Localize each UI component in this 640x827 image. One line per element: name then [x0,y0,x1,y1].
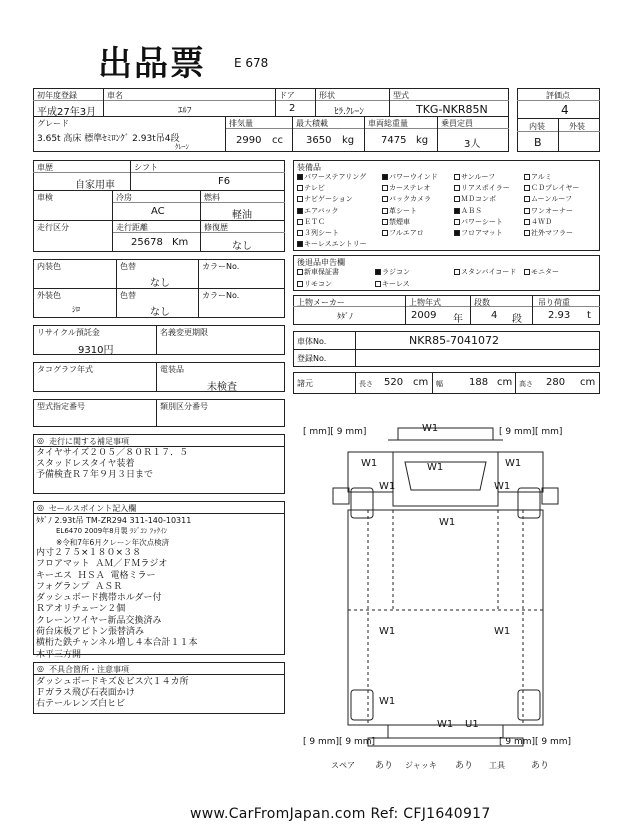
selling-point-line: フォグランプ ＡＳＲ [36,581,123,592]
accessory-item-label: リモコン [304,279,332,288]
equipment-item [382,172,454,182]
equipment-item [382,228,454,238]
mileage-class-label: 走行区分 [37,223,69,232]
interior-repaint-label: 色替 [120,262,136,271]
tire-top-right: [ 9 mm][ mm] [499,427,563,437]
equipment-item [454,194,524,204]
equipment-checkbox [454,185,460,191]
doors-value: 2 [289,103,296,114]
body-year-unit: 年 [453,314,463,325]
spare-label: スペア [331,761,355,770]
equipment-checkbox [297,208,303,214]
equipment-item-label: パワーステアリング [304,173,367,181]
equipment-checkbox [524,219,530,225]
selling-points-label: セールスポイント記入欄 [49,504,137,513]
type-designation-label: 型式指定番号 [37,402,85,411]
equipment-item-label: ＡＢＳ [461,206,482,215]
supplement-label: 走行に関する補足事項 [49,437,129,446]
equipment-item-label: ＥＴＣ [304,217,325,226]
equipment-item-label: 禁煙車 [389,217,410,226]
title-deadline-label: 名義変更期限 [160,328,208,337]
recycle-value: 9310円 [78,345,114,356]
aircon-value: AC [151,206,165,217]
accessory-item-label: ラジコン [382,268,410,276]
accessory-checkbox [524,269,530,275]
supplement-line-2: スタッドレスタイヤ装着 [36,459,135,469]
tachograph-label: タコグラフ年式 [37,365,93,374]
equipment-item-label: パワーウインド [389,173,438,181]
equipment-item-label: 社外マフラー [531,229,573,237]
equipment-checkbox [454,174,460,180]
equipment-checkbox [382,208,388,214]
mark-u1-rear: U1 [465,719,479,730]
mark-w1-rear-left: W1 [379,696,396,707]
model-type-value: TKG-NKR85N [416,103,488,116]
page-title: 出品票 [98,44,206,84]
lift-load-label: 吊り荷重 [538,298,570,307]
equipment-item [454,206,524,216]
accessory-checkbox [297,269,303,275]
equipment-checkbox [524,174,530,180]
electrical-label: 電装品 [160,365,184,374]
equipment-item-label: バックカメラ [389,195,431,204]
selling-point-handwritten-1: ﾀﾀﾞﾉ 2.93t吊 TM-ZR294 311-140-10311 [36,516,192,525]
equipment-item [297,172,382,182]
fuel-value: 軽油 [232,210,252,221]
body-maker-value: ﾀﾀﾞﾉ [337,312,353,321]
selling-point-line: 木平三方開 [36,649,82,660]
equipment-checkbox [454,219,460,225]
footer-ref: www.CarFromJapan.com Ref: CFJ1640917 [190,806,491,822]
interior-score-value: B [534,136,542,149]
car-name-value: ｴﾙﾌ [178,106,192,116]
selling-point-line: 横桁た鉄チャンネル増し４本合計１１本 [36,638,198,649]
length-label: 長さ [359,380,373,388]
equipment-item [382,194,454,204]
accessory-checkbox [375,281,381,287]
shift-value: F6 [218,176,231,187]
equipment-item-label: 革シート [389,206,417,215]
equipment-checkbox [297,230,303,236]
equipment-checkbox [297,185,303,191]
tool-label: 工具 [489,761,505,770]
equipment-checkbox [524,208,530,214]
grade-line1: 3.65t 高床 標準ｾﾐﾛﾝｸﾞ 2.93t吊4段 [37,134,180,144]
reg-no-label: 登録No. [297,354,327,363]
supplement-line-3: 予備検査Ｒ７年９月３日まで [36,470,154,480]
registration-label: 初年度登録 [37,91,77,100]
accessory-item [524,267,559,277]
recycle-label: リサイクル預託金 [37,328,100,337]
equipment-item [454,183,524,193]
defect-line-2: Ｆガラス飛び石表面かけ [36,688,135,698]
equipment-item-label: エアバック [304,206,339,215]
equipment-item-label: ３列シート [304,229,339,237]
equipment-item [297,228,382,238]
accessories-grid [297,267,577,291]
equipment-item-label: ワンオーナー [531,206,573,215]
accessory-item [297,279,332,289]
equipment-item [524,228,594,238]
equipment-item-label: ＭＤコンポ [461,195,496,204]
accessory-item [454,267,516,277]
equipment-item [524,217,594,227]
selling-point-line: Ｒアオリチェーン２個 [36,604,126,615]
spare-value: あり [375,761,394,770]
width-label: 幅 [436,380,443,388]
jack-value: あり [455,761,474,770]
jack-label: ジャッキ [405,761,437,770]
aircon-label: 冷房 [116,193,132,202]
exterior-repaint-label: 色替 [120,291,136,300]
registration-value: 平成27年3月 [37,107,97,118]
defects-bullet-icon: ◎ [37,664,44,673]
equipment-item-label: サンルーフ [461,173,496,181]
accessory-item-label: 新車保証書 [304,268,339,276]
score-label: 評価点 [546,91,570,100]
displacement-unit: cc [272,135,283,146]
history-value: 自家用車 [75,180,115,191]
body-maker-label: 上物メーカー [297,298,345,307]
truck-damage-diagram [293,410,600,770]
gross-weight-unit: kg [416,135,429,146]
steps-label: 段数 [474,298,490,307]
defects-label: 不具合箇所・注意事項 [49,665,129,674]
mark-w1-right-mirror: W1 [505,458,522,469]
equipment-item [297,206,382,216]
repair-history-label: 修復歴 [204,223,228,232]
equipment-item [454,172,524,182]
max-load-unit: kg [342,135,355,146]
exterior-color-label: 外装色 [37,291,61,300]
equipment-checkbox [382,196,388,202]
displacement-label: 排気量 [229,119,253,128]
inspection-label: 車検 [37,193,53,202]
shape-value: ﾋﾗ.ｸﾚｰﾝ [334,107,364,117]
capacity-value: 3人 [464,139,481,150]
selling-points-bullet-icon: ◎ [37,503,44,512]
mark-w1-bed-right: W1 [494,626,511,637]
selling-point-handwritten-2: EL6470 2009年8月製 ﾗｼﾞｺﾝ ﾌｯｸｲﾝ [56,527,168,535]
tire-bottom-right: [ 9 mm][ 9 mm] [499,737,572,747]
mark-w1-bed-left: W1 [379,626,396,637]
selling-points-list [36,548,197,661]
accessory-item [375,279,410,289]
length-unit: cm [413,377,429,388]
car-name-label: 車名 [107,91,123,100]
repair-history-value: なし [232,241,252,252]
selling-point-line: ダッシュボード携帯ホルダー付 [36,593,162,604]
mark-w1-right-door: W1 [494,481,511,492]
equipment-item [297,217,382,227]
selling-point-line: 内寸２７５×１８０×３８ [36,548,142,558]
supplement-line-1: タイヤサイズ２０５／８０Ｒ１７．５ [36,448,189,458]
accessory-checkbox [297,281,303,287]
max-load-value: 3650 [306,135,332,146]
equipment-item-label: フルエアロ [389,229,424,237]
selling-point-line: クレーンワイヤー新品交換済み [36,615,162,626]
interior-color-code-label: カラーNo. [202,262,240,271]
accessory-item-label: モニター [531,268,559,276]
body-year-label: 上物年式 [409,298,441,307]
equipment-item [524,206,594,216]
displacement-value: 2990 [236,135,262,146]
width-value: 188 [469,377,489,388]
exterior-repaint-value: なし [150,307,170,318]
height-unit: cm [580,377,596,388]
equipment-item-label: ムーンルーフ [531,195,572,204]
equipment-checkbox [297,241,303,247]
equipment-item [382,217,454,227]
equipment-checkbox [382,174,388,180]
equipment-checkbox [297,219,303,225]
accessory-checkbox [375,269,381,275]
equipment-item-label: ナビゲーション [304,195,353,204]
sheet-number: E 678 [234,56,269,70]
defect-line-1: ダッシュボードキズ＆ビス穴１４カ所 [36,677,189,687]
model-type-label: 型式 [393,91,409,100]
exterior-color-value: ｼﾛ [72,305,80,314]
equipment-item [297,194,382,204]
equipment-checkbox [382,230,388,236]
length-value: 520 [384,377,404,388]
mileage-label: 走行距離 [116,223,148,232]
steps-unit: 段 [512,314,522,325]
mark-w1-cab-rear: W1 [439,517,456,528]
equipment-item [297,239,382,249]
gross-weight-value: 7475 [381,135,407,146]
grade-label: グレード [37,119,69,128]
shape-label: 形状 [319,91,335,100]
equipment-item-label: フロアマット [461,229,503,237]
equipment-checkbox [297,174,303,180]
equipment-item [297,183,382,193]
chassis-no-value: NKR85-7041072 [409,334,500,347]
mark-w1-rear: W1 [437,719,454,730]
equipment-item-label: ＣＤプレイヤー [531,184,580,193]
equipment-item [524,183,594,193]
accessory-checkbox [454,269,460,275]
equipment-checkbox [454,196,460,202]
height-label: 高さ [519,380,533,388]
exterior-score-label: 外装 [569,122,585,131]
chassis-no-label: 車体No. [297,337,327,346]
equipment-item-label: リアスポイラー [461,184,510,193]
shift-label: シフト [134,163,158,172]
dimensions-label: 諸元 [297,379,313,388]
steps-value: 4 [491,310,498,321]
equipment-item [524,194,594,204]
equipment-item [524,172,594,182]
max-load-label: 最大積載 [296,119,328,128]
exterior-color-code-label: カラーNo. [202,291,240,300]
equipment-checkbox [524,185,530,191]
interior-score-label: 内装 [529,122,545,131]
equipment-item-label: ４ＷＤ [531,217,552,226]
selling-point-line: キーエス ＨＳＡ 電格ミラー [36,570,156,581]
equipment-checkbox [382,185,388,191]
equipment-checkbox [524,230,530,236]
width-unit: cm [497,377,513,388]
equipment-item [382,183,454,193]
electrical-value: 未検査 [207,382,237,393]
equipment-item-label: パワーシート [461,217,503,226]
mileage-unit: Km [172,237,189,248]
selling-point-line: フロアマット ＡＭ／ＦＭラジオ [36,559,168,570]
accessory-item [375,267,410,277]
equipment-checkbox [524,196,530,202]
accessory-item-label: キーレス [382,279,410,288]
mileage-value: 25678 [131,237,163,248]
height-value: 280 [546,377,566,388]
equipment-item [382,206,454,216]
tool-value: あり [531,761,550,770]
accessories-label: 後退品申告欄 [297,258,345,267]
category-number-label: 類別区分番号 [160,402,208,411]
accessory-item-label: スタンバイコード [461,268,517,276]
supplement-bullet-icon: ◎ [37,436,44,445]
selling-point-line: 荷台床板アピトン張替済み [36,627,145,638]
selling-point-handwritten-3: ※令和7年6月クレーン年次点検済 [56,538,170,547]
accessory-item [297,267,339,277]
mark-w1-left-mirror: W1 [361,458,378,469]
interior-repaint-value: なし [150,278,170,289]
defect-line-3: 右テールレンズ白ヒビ [36,699,126,709]
gross-weight-label: 車両総重量 [368,119,408,128]
fuel-label: 燃料 [204,193,220,202]
equipment-item [454,217,524,227]
equipment-checkbox [454,208,460,214]
lift-load-unit: t [587,310,591,321]
equipment-checkbox [454,230,460,236]
lift-load-value: 2.93 [548,310,571,321]
equipment-label: 装備品 [297,163,321,172]
tire-top-left: [ mm][ 9 mm] [303,427,367,437]
equipment-item-label: テレビ [304,184,325,193]
grade-line2: ｸﾚｰﾝ [175,143,189,151]
body-year-value: 2009 [411,310,437,321]
tire-bottom-left: [ 9 mm][ 9 mm] [303,737,376,747]
mark-w1-left-door: W1 [379,481,396,492]
equipment-item-label: キーレスエントリー [304,240,367,249]
equipment-item-label: アルミ [531,173,552,181]
score-value: 4 [561,103,569,117]
mark-w1-front: W1 [422,423,439,434]
equipment-item-label: カーステレオ [389,184,431,193]
capacity-label: 乗員定員 [441,119,473,128]
equipment-checkbox [297,196,303,202]
equipment-grid [297,172,599,250]
history-label: 車歴 [37,163,53,172]
equipment-checkbox [382,219,388,225]
mark-w1-windshield: W1 [427,462,444,473]
equipment-item [454,228,524,238]
interior-color-label: 内装色 [37,262,61,271]
doors-label: ドア [279,91,295,100]
